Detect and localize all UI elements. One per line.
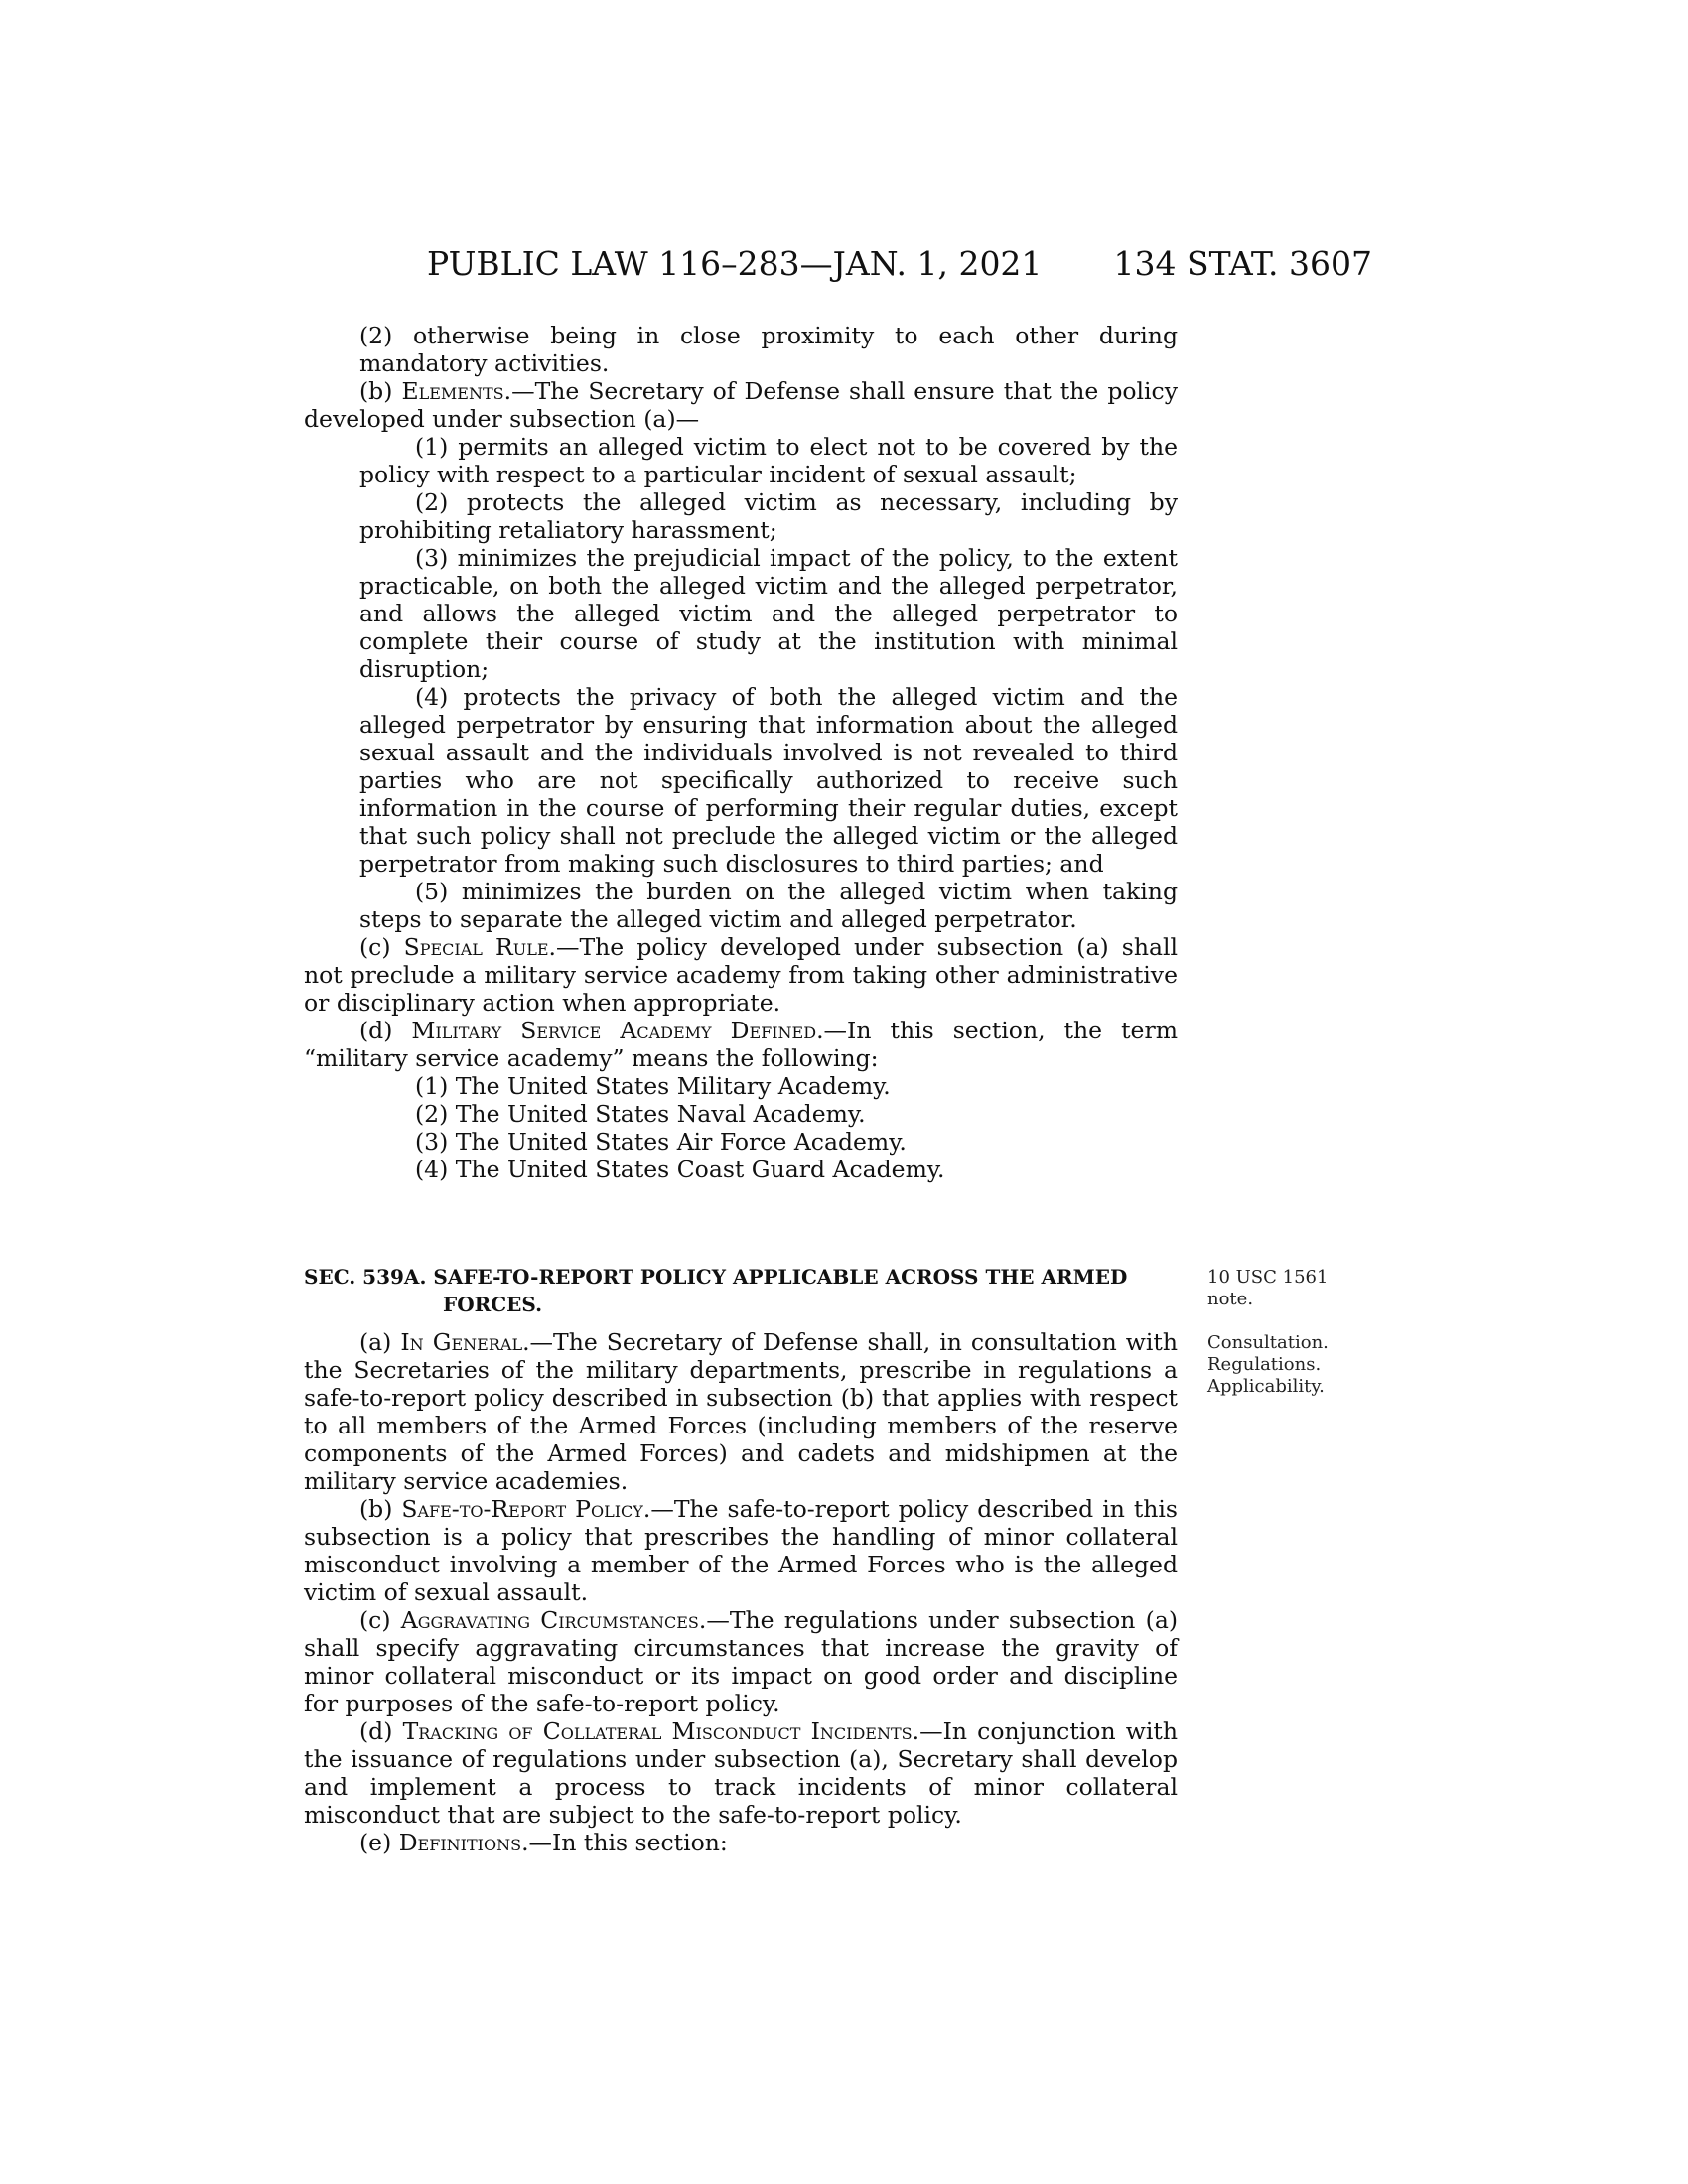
paragraph-2-continued: (2) otherwise being in close proximity to each other during mandatory activities. xyxy=(359,322,1178,377)
subsection-heading: Tracking of Collateral Misconduct Incidents xyxy=(402,1717,913,1745)
subsection-heading: Aggravating Circumstances xyxy=(400,1606,699,1634)
element-item-2: (2) protects the alleged victim as necessary, including by prohibiting retaliatory harassment; xyxy=(359,488,1178,544)
margin-note-topics: Consultation. Regulations. Applicability. xyxy=(1207,1332,1329,1397)
element-item-5: (5) minimizes the burden on the alleged victim when taking steps to separate the alleged victim and alleged perpetrator. xyxy=(359,878,1178,933)
subsection-heading: In General xyxy=(400,1328,523,1356)
subsection-heading: Military Service Academy Defined xyxy=(411,1017,817,1044)
subsection-c-aggravating: (c) Aggravating Circumstances.—The regulations under subsection (a) shall specify aggravating circumstances that increase the gravity of minor collateral misconduct or its impact on good order and discipline for purposes of the safe-to-report policy. xyxy=(304,1606,1179,1717)
continued-section-text xyxy=(304,322,1178,1183)
section-heading: SEC. 539A. SAFE-TO-REPORT POLICY APPLICABLE ACROSS THE ARMED FORCES. xyxy=(304,1265,1128,1316)
subsection-b-elements: (b) Elements.—The Secretary of Defense shall ensure that the policy developed under subsection (a)— xyxy=(304,377,1178,433)
element-item-3: (3) minimizes the prejudicial impact of the policy, to the extent practicable, on both the alleged victim and the alleged perpetrator, and allows the alleged victim and the alleged perpetrator to complete their course of study at the institution with minimal disruption; xyxy=(359,544,1178,683)
subsection-b-safe-to-report: (b) Safe-to-Report Policy.—The safe-to-report policy described in this subsection is a policy that prescribes the handling of minor collateral misconduct involving a member of the Armed Forces who is the alleged victim of sexual assault. xyxy=(304,1495,1178,1606)
subsection-e-definitions: (e) Definitions.—In this section: xyxy=(359,1829,728,1856)
page-header xyxy=(298,244,1372,294)
running-title: PUBLIC LAW 116–283—JAN. 1, 2021 xyxy=(427,244,1043,283)
subsection-d-definition: (d) Military Service Academy Defined.—In this section, the term “military service academy” means the following: xyxy=(304,1017,1178,1072)
subsection-d-tracking: (d) Tracking of Collateral Misconduct Incidents.—In conjunction with the issuance of regulations under subsection (a), Secretary shall develop and implement a process to track incidents of minor collateral misconduct that are subject to the safe-to-report policy. xyxy=(304,1717,1178,1829)
subsection-a-in-general: (a) In General.—The Secretary of Defense shall, in consultation with the Secretaries of the military departments, prescribe in regulations a safe-to-report policy described in subsection (b) that applies with respect to all members of the Armed Forces (including members of the reserve components of the Armed Forces) and cadets and midshipmen at the military service academies. xyxy=(304,1328,1178,1495)
element-item-1: (1) permits an alleged victim to elect not to be covered by the policy with respect to a particular incident of sexual assault; xyxy=(359,433,1178,488)
section-539a-text xyxy=(304,1328,1178,1856)
academy-list-item: (4) The United States Coast Guard Academy. xyxy=(415,1156,945,1183)
margin-note-citation: 10 USC 1561 note. xyxy=(1207,1267,1329,1309)
academy-list-item: (1) The United States Military Academy. xyxy=(415,1072,891,1100)
element-item-4: (4) protects the privacy of both the alleged victim and the alleged perpetrator by ensuring that information about the alleged sexual assault and the individuals involved is not revealed to third parties who are not specifically authorized to receive such information in the course of performing their regular duties, except that such policy shall not preclude the alleged victim or the alleged perpetrator from making such disclosures to third parties; and xyxy=(359,683,1178,878)
subsection-heading: Definitions xyxy=(398,1829,522,1856)
subsection-heading: Special Rule xyxy=(403,933,549,961)
academy-list-item: (2) The United States Naval Academy. xyxy=(415,1100,866,1128)
subsection-c-special-rule: (c) Special Rule.—The policy developed under subsection (a) shall not preclude a military service academy from taking other administrative or disciplinary action when appropriate. xyxy=(304,933,1179,1017)
statute-page-number: 134 STAT. 3607 xyxy=(1113,244,1372,283)
subsection-heading: Elements xyxy=(401,377,504,405)
subsection-heading: Safe-to-Report Policy xyxy=(401,1495,643,1523)
academy-list-item: (3) The United States Air Force Academy. xyxy=(415,1128,907,1156)
